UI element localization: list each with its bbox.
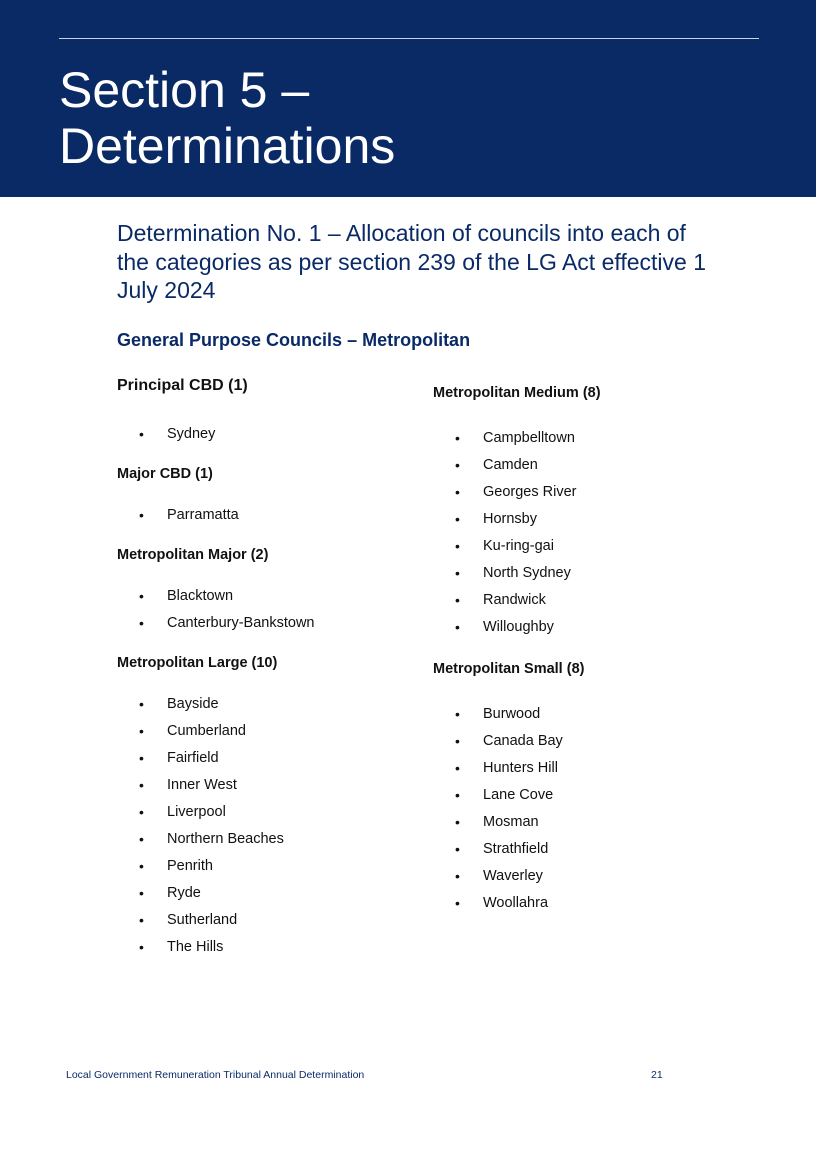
list-item-label: Waverley bbox=[483, 868, 543, 884]
bullet-icon: • bbox=[139, 858, 144, 874]
list-item-label: Randwick bbox=[483, 592, 546, 608]
list-item bbox=[433, 614, 733, 641]
list-item-label: Inner West bbox=[167, 777, 237, 793]
list-item bbox=[433, 479, 733, 506]
bullet-icon: • bbox=[455, 787, 460, 803]
list-item bbox=[117, 799, 407, 826]
list-item-label: Woollahra bbox=[483, 895, 549, 911]
list-item bbox=[117, 880, 407, 907]
list-item-label: Blacktown bbox=[167, 588, 234, 604]
list-item-label: Fairfield bbox=[167, 750, 219, 766]
list-item bbox=[433, 863, 733, 890]
list-item-label: Campbelltown bbox=[483, 430, 575, 446]
bullet-icon: • bbox=[139, 912, 144, 928]
category-title-metropolitan-medium: Metropolitan Medium (8) bbox=[433, 385, 601, 401]
list-item-label: Canada Bay bbox=[483, 733, 563, 749]
bullet-icon: • bbox=[139, 615, 144, 631]
list-item-label: Georges River bbox=[483, 484, 577, 500]
list-item bbox=[433, 890, 733, 917]
bullet-icon: • bbox=[455, 619, 460, 635]
category-title-major-cbd: Major CBD (1) bbox=[117, 466, 213, 482]
list-item-label: Northern Beaches bbox=[167, 831, 284, 847]
section-banner bbox=[0, 0, 816, 197]
section-title-line2: Determinations bbox=[59, 118, 396, 174]
bullet-icon: • bbox=[139, 777, 144, 793]
category-title-metropolitan-major: Metropolitan Major (2) bbox=[117, 547, 269, 563]
determination-heading: Determination No. 1 – Allocation of councils into each of the categories as per section 239 of the LG Act effective 1 July 2024 bbox=[117, 220, 706, 303]
list-item bbox=[433, 701, 733, 728]
list-item bbox=[117, 691, 407, 718]
list-item bbox=[433, 782, 733, 809]
bullet-icon: • bbox=[455, 592, 460, 608]
category-list-metropolitan-small bbox=[433, 701, 733, 917]
list-item bbox=[433, 755, 733, 782]
bullet-icon: • bbox=[455, 760, 460, 776]
bullet-icon: • bbox=[455, 841, 460, 857]
list-item-label: Burwood bbox=[483, 706, 541, 722]
bullet-icon: • bbox=[455, 706, 460, 722]
list-item-label: Ryde bbox=[167, 885, 201, 901]
list-item-label: Hornsby bbox=[483, 511, 537, 527]
list-item-label: Camden bbox=[483, 457, 538, 473]
bullet-icon: • bbox=[455, 895, 460, 911]
list-item bbox=[117, 745, 407, 772]
bullet-icon: • bbox=[139, 696, 144, 712]
bullet-icon: • bbox=[139, 939, 144, 955]
list-item-label: Penrith bbox=[167, 858, 213, 874]
list-item bbox=[117, 934, 407, 961]
category-list-metropolitan-large bbox=[117, 691, 407, 961]
list-item bbox=[433, 425, 733, 452]
list-item-label: Willoughby bbox=[483, 619, 554, 635]
list-item bbox=[433, 809, 733, 836]
list-item-label: North Sydney bbox=[483, 565, 571, 581]
list-item bbox=[117, 826, 407, 853]
category-list-metropolitan-major bbox=[117, 583, 407, 637]
page-number: 21 bbox=[651, 1069, 663, 1081]
list-item-label: Canterbury-Bankstown bbox=[167, 615, 315, 631]
list-item-label: Mosman bbox=[483, 814, 539, 830]
section-title-line1: Section 5 – bbox=[59, 62, 310, 118]
category-title-metropolitan-large: Metropolitan Large (10) bbox=[117, 655, 278, 671]
list-item bbox=[117, 610, 407, 637]
bullet-icon: • bbox=[455, 814, 460, 830]
list-item-label: Liverpool bbox=[167, 804, 226, 820]
bullet-icon: • bbox=[139, 750, 144, 766]
list-item-label: Sydney bbox=[167, 426, 216, 442]
bullet-icon: • bbox=[455, 868, 460, 884]
list-item bbox=[433, 728, 733, 755]
list-item-label: The Hills bbox=[167, 939, 224, 955]
category-list-major-cbd bbox=[117, 502, 407, 529]
section-title bbox=[59, 62, 759, 174]
list-item bbox=[117, 421, 407, 448]
list-item-label: Ku-ring-gai bbox=[483, 538, 554, 554]
bullet-icon: • bbox=[455, 484, 460, 500]
bullet-icon: • bbox=[139, 831, 144, 847]
right-column bbox=[433, 385, 733, 917]
list-item bbox=[433, 533, 733, 560]
list-item bbox=[117, 718, 407, 745]
bullet-icon: • bbox=[139, 804, 144, 820]
left-column bbox=[117, 377, 407, 961]
list-item bbox=[433, 587, 733, 614]
bullet-icon: • bbox=[455, 538, 460, 554]
bullet-icon: • bbox=[139, 885, 144, 901]
list-item-label: Bayside bbox=[167, 696, 219, 712]
bullet-icon: • bbox=[455, 430, 460, 446]
list-item bbox=[117, 907, 407, 934]
list-item bbox=[433, 836, 733, 863]
bullet-icon: • bbox=[139, 507, 144, 523]
list-item bbox=[117, 502, 407, 529]
list-item-label: Hunters Hill bbox=[483, 760, 558, 776]
category-title-principal-cbd: Principal CBD (1) bbox=[117, 377, 248, 394]
category-list-metropolitan-medium bbox=[433, 425, 733, 641]
list-item bbox=[433, 560, 733, 587]
list-item-label: Lane Cove bbox=[483, 787, 554, 803]
list-item bbox=[433, 506, 733, 533]
bullet-icon: • bbox=[455, 457, 460, 473]
list-item-label: Parramatta bbox=[167, 507, 239, 523]
bullet-icon: • bbox=[455, 511, 460, 527]
list-item-label: Sutherland bbox=[167, 912, 238, 928]
footer-title: Local Government Remuneration Tribunal Annual Determination bbox=[66, 1069, 365, 1081]
list-item bbox=[433, 452, 733, 479]
list-item-label: Strathfield bbox=[483, 841, 549, 857]
category-list-principal-cbd bbox=[117, 421, 407, 448]
bullet-icon: • bbox=[455, 565, 460, 581]
list-item bbox=[117, 853, 407, 880]
banner-rule bbox=[59, 38, 759, 39]
bullet-icon: • bbox=[455, 733, 460, 749]
group-heading: General Purpose Councils – Metropolitan bbox=[117, 330, 471, 350]
list-item bbox=[117, 583, 407, 610]
category-title-metropolitan-small: Metropolitan Small (8) bbox=[433, 661, 585, 677]
bullet-icon: • bbox=[139, 588, 144, 604]
list-item bbox=[117, 772, 407, 799]
bullet-icon: • bbox=[139, 723, 144, 739]
bullet-icon: • bbox=[139, 426, 144, 442]
list-item-label: Cumberland bbox=[167, 723, 246, 739]
